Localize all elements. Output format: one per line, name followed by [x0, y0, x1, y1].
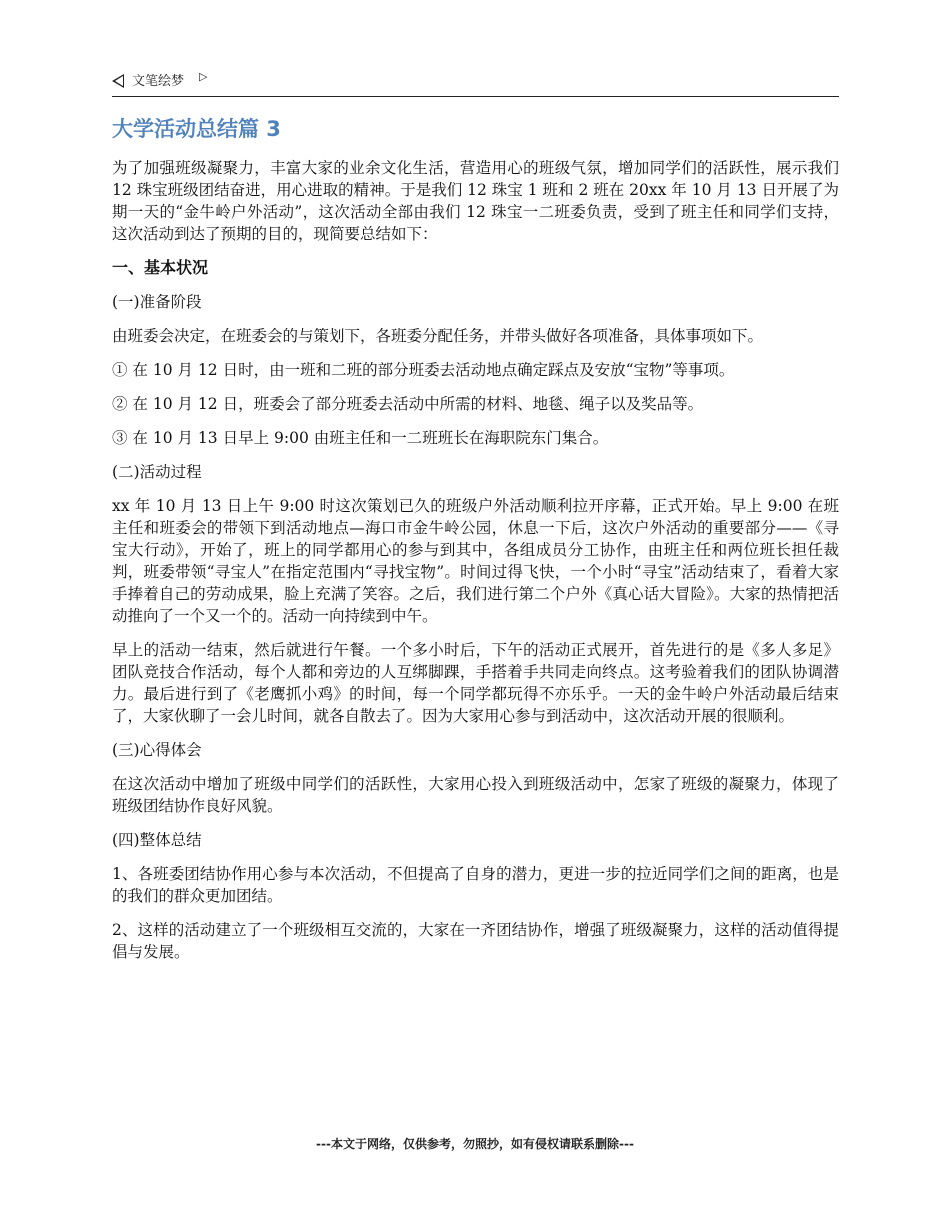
preparation-intro: 由班委会决定，在班委会的与策划下，各班委分配任务，并带头做好各项准备，具体事项如下。	[112, 327, 764, 345]
document-body	[112, 112, 839, 975]
subheading-process: (二)活动过程	[112, 463, 202, 481]
preparation-item: ① 在 10 月 12 日时，由一班和二班的部分班委去活动地点确定踩点及安放“宝物”等事项。	[112, 361, 735, 379]
summary-item: 2、这样的活动建立了一个班级相互交流的，大家在一齐团结协作，增强了班级凝聚力，这样的活动值得提倡与发展。	[112, 921, 839, 961]
preparation-item: ② 在 10 月 12 日，班委会了部分班委去活动中所需的材料、地毯、绳子以及奖品等。	[112, 395, 704, 413]
triangle-left-icon	[112, 74, 124, 88]
process-paragraph: 早上的活动一结束，然后就进行午餐。一个多小时后，下午的活动正式展开，首先进行的是《多人多足》团队竞技合作活动，每个人都和旁边的人互绑脚踝，手搭着手共同走向终点。这考验着我们的团队协调潜力。最后进行到了《老鹰抓小鸡》的时间，每一个同学都玩得不亦乐乎。一天的金牛岭户外活动最后结束了，大家伙聊了一会儿时间，就各自散去了。因为大家用心参与到活动中，这次活动开展的很顺利。	[112, 641, 839, 725]
subheading-experience: (三)心得体会	[112, 741, 202, 759]
preparation-item: ③ 在 10 月 13 日早上 9:00 由班主任和一二班班长在海职院东门集合。	[112, 429, 609, 447]
page-title: 大学活动总结篇 3	[112, 117, 281, 141]
triangle-right-icon: ▷	[199, 70, 208, 83]
footer-disclaimer: ---本文于网络，仅供参考，勿照抄，如有侵权请联系删除---	[316, 1137, 634, 1151]
subheading-summary: (四)整体总结	[112, 831, 202, 849]
header-brand: 文笔绘梦	[132, 74, 185, 89]
process-paragraph: xx 年 10 月 13 日上午 9:00 时这次策划已久的班级户外活动顺利拉开序幕，正式开始。早上 9:00 在班主任和班委会的带领下到活动地点—海口市金牛岭公园，休息一下后，这次户外活动的重要部分——《寻宝大行动》，开始了，班上的同学都用心的参与到其中，各组成员分工协作，由班主任和两位班长担任裁判，班委带领“寻宝人”在指定范围内“寻找宝物”。时间过得飞快，一个小时“寻宝”活动结束了，看着大家手捧着自己的劳动成果，脸上充满了笑容。之后，我们进行第二个户外《真心话大冒险》。大家的热情把活动推向了一个又一个的。活动一向持续到中午。	[112, 497, 839, 625]
summary-item: 1、各班委团结协作用心参与本次活动，不但提高了自身的潜力，更进一步的拉近同学们之间的距离，也是的我们的群众更加团结。	[112, 865, 839, 905]
subheading-preparation: (一)准备阶段	[112, 293, 202, 311]
experience-paragraph: 在这次活动中增加了班级中同学们的活跃性，大家用心投入到班级活动中，怎家了班级的凝聚力，体现了班级团结协作良好风貌。	[112, 775, 839, 815]
section-heading-basic: 一、基本状况	[112, 258, 209, 277]
intro-paragraph: 为了加强班级凝聚力，丰富大家的业余文化生活，营造用心的班级气氛，增加同学们的活跃性，展示我们 12 珠宝班级团结奋进，用心进取的精神。于是我们 12 珠宝 1 班和 2 班在 20xx 年 10 月 13 日开展了为期一天的“金牛岭户外活动”，这次活动全部由我们 12 珠宝一二班委负责，受到了班主任和同学们支持，这次活动到达了预期的目的，现简要总结如下：	[112, 159, 839, 243]
page-header	[112, 70, 839, 97]
